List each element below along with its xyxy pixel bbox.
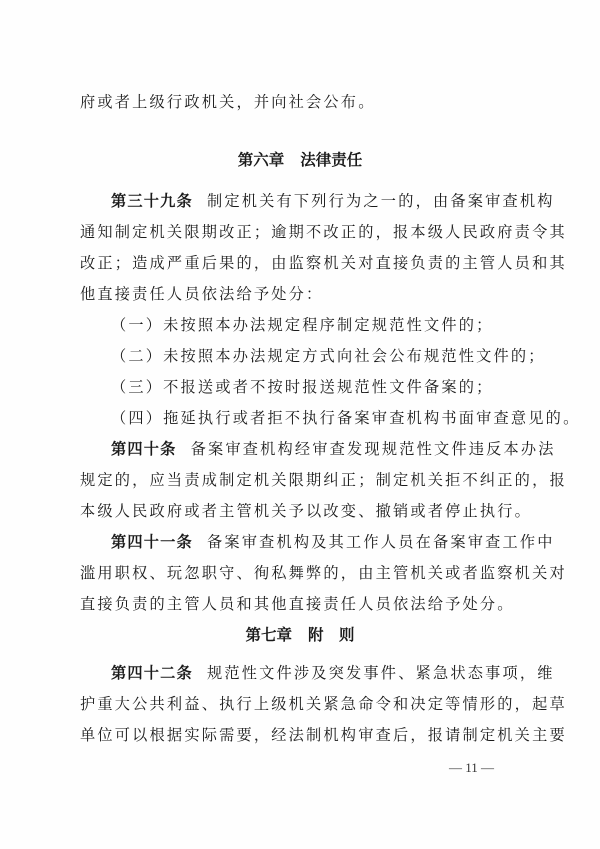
article-40-first-line [111, 439, 556, 459]
list-item: （三）不报送或者不按时报送规范性文件备案的； [111, 378, 494, 396]
chapter-title: 附 则 [308, 625, 355, 644]
text-fragment: 备案审查机构经审查发现规范性文件违反本办法 [190, 440, 556, 458]
list-item: （二）未按照本办法规定方式向社会公布规范性文件的； [111, 347, 546, 365]
chapter-number: 第七章 [245, 625, 292, 644]
chapter-seven-heading [0, 625, 600, 645]
text-line: 滥用职权、玩忽职守、徇私舞弊的，由主管机关或者监察机关对 [80, 564, 567, 582]
article-label: 第四十二条 [111, 664, 193, 682]
text-fragment: 规范性文件涉及突发事件、紧急状态事项，维 [206, 664, 555, 682]
text-line: 府或者上级行政机关，并向社会公布。 [80, 93, 376, 111]
text-line: 护重大公共利益、执行上级机关紧急命令和决定等情形的，起草 [80, 695, 567, 713]
text-line: 直接负责的主管人员和其他直接责任人员依法给予处分。 [80, 595, 515, 613]
chapter-title: 法律责任 [300, 150, 363, 169]
text-fragment: 备案审查机构及其工作人员在备案审查工作中 [206, 533, 555, 551]
chapter-six-heading [0, 150, 600, 170]
text-line: 单位可以根据实际需要，经法制机构审查后，报请制定机关主要 [80, 726, 567, 744]
text-line: 通知制定机关限期改正；逾期不改正的，报本级人民政府责令其 [80, 223, 567, 241]
chapter-number: 第六章 [237, 150, 285, 169]
text-line: 本级人民政府或者主管机关予以改变、撤销或者停止执行。 [80, 502, 533, 520]
list-item: （四）拖延执行或者拒不执行备案审查机构书面审查意见的。 [111, 409, 581, 427]
article-41-first-line [111, 532, 555, 552]
text-line: 他直接责任人员依法给予处分： [80, 285, 324, 303]
article-label: 第四十一条 [111, 533, 193, 551]
text-fragment: 制定机关有下列行为之一的，由备案审查机构 [206, 192, 555, 210]
article-label: 第三十九条 [111, 192, 193, 210]
text-line: 规定的，应当责成制定机关限期纠正；制定机关拒不纠正的，报 [80, 471, 567, 489]
list-item: （一）未按照本办法规定程序制定规范性文件的； [111, 316, 494, 334]
article-42-first-line [111, 663, 555, 683]
text-line: 改正；造成严重后果的，由监察机关对直接负责的主管人员和其 [80, 254, 567, 272]
article-label: 第四十条 [111, 440, 177, 458]
page-number: — 11 — [449, 760, 495, 775]
article-39-first-line [111, 191, 555, 211]
